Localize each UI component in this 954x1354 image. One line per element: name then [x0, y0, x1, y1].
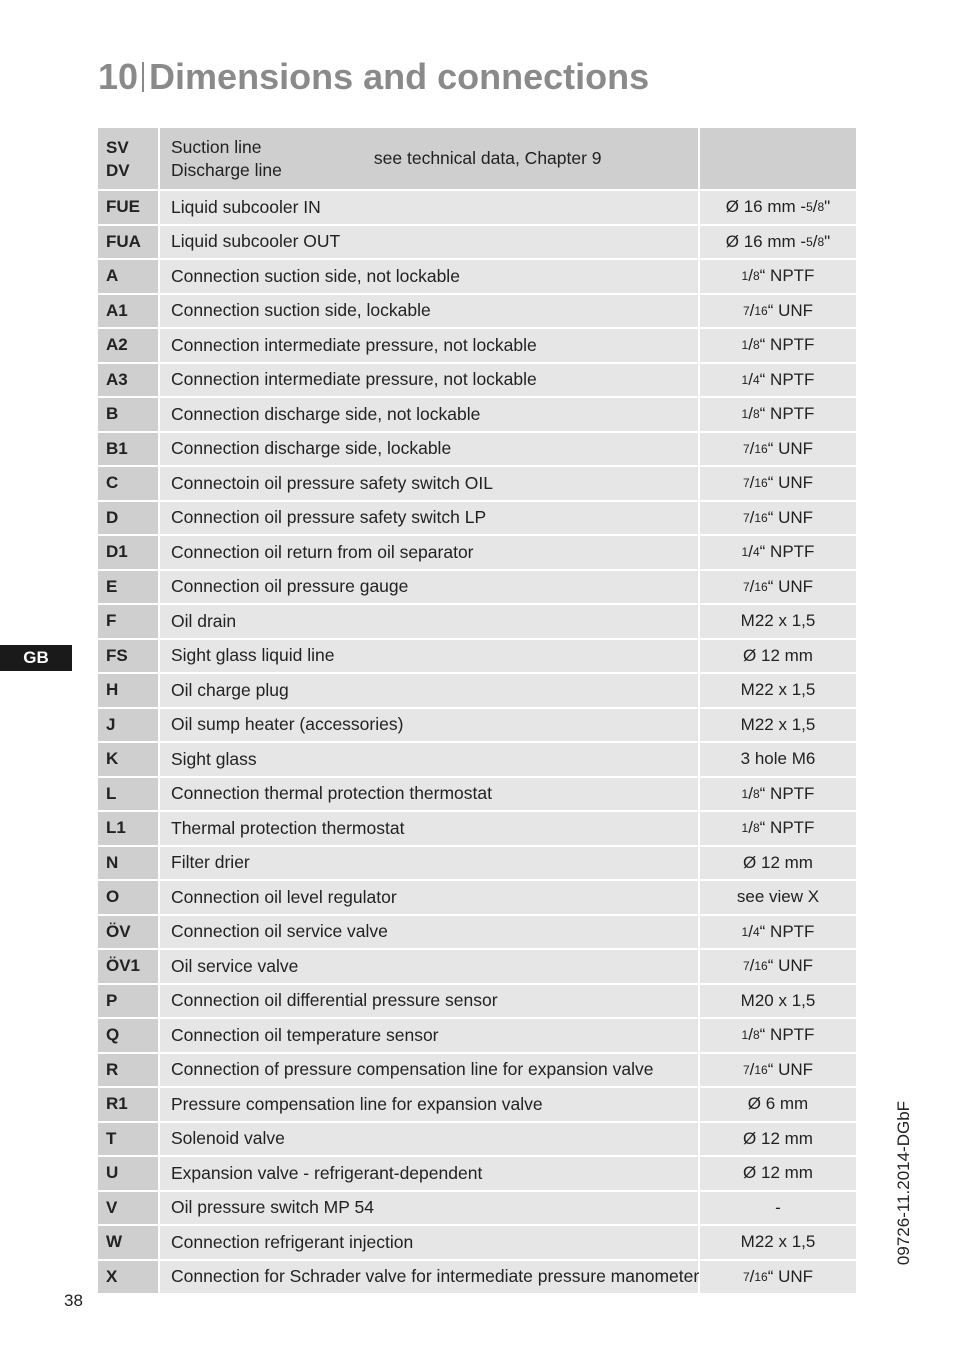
connection-code: J — [98, 709, 160, 742]
connection-description: Pressure compensation line for expansion valve — [160, 1088, 700, 1121]
connection-size: 1 / 8 “ NPTF — [700, 1019, 856, 1052]
connection-description: Connection discharge side, lockable — [160, 433, 700, 466]
size-text: Ø 12 mm — [743, 1128, 813, 1148]
connection-code: FUA — [98, 226, 160, 259]
connection-size — [700, 674, 856, 707]
connection-description: Liquid subcooler OUT — [160, 226, 700, 259]
connection-description: Connection suction side, lockable — [160, 295, 700, 328]
size-prefix: Ø 16 mm - — [725, 231, 807, 251]
connection-size — [700, 1157, 856, 1190]
connection-size: 1 / 4 “ NPTF — [700, 364, 856, 397]
table-row — [98, 1192, 856, 1227]
connection-description: Sight glass — [160, 743, 700, 776]
page-title — [98, 56, 649, 98]
fraction-slash: / — [748, 1025, 753, 1045]
table-row — [98, 191, 856, 226]
connection-code: FS — [98, 640, 160, 673]
connection-description: Connection of pressure compensation line for expansion valve — [160, 1054, 700, 1087]
size-unit: “ UNF — [767, 576, 814, 596]
connection-description: Connection oil return from oil separator — [160, 536, 700, 569]
fraction-slash: / — [748, 921, 753, 941]
table-row — [98, 1054, 856, 1089]
connection-size — [700, 1088, 856, 1121]
fraction-slash: / — [812, 231, 818, 251]
connection-size — [700, 1192, 856, 1225]
connection-size: Ø 16 mm - 5 / 8 " — [700, 191, 856, 224]
connection-size: 1 / 8 “ NPTF — [700, 778, 856, 811]
fraction-slash: / — [748, 818, 753, 838]
connection-description: Connection discharge side, not lockable — [160, 398, 700, 431]
size-unit: “ UNF — [767, 956, 814, 976]
connection-size: 1 / 8 “ NPTF — [700, 398, 856, 431]
connection-size: 1 / 4 “ NPTF — [700, 916, 856, 949]
connection-code: E — [98, 571, 160, 604]
header-codes — [98, 128, 160, 189]
connection-size: 7 / 16 “ UNF — [700, 502, 856, 535]
connection-description: Connection oil service valve — [160, 916, 700, 949]
table-row — [98, 571, 856, 606]
size-text: Ø 12 mm — [743, 645, 813, 665]
table-row — [98, 743, 856, 778]
title-separator — [142, 62, 144, 92]
connection-size: 1 / 8 “ NPTF — [700, 812, 856, 845]
connection-code: X — [98, 1261, 160, 1294]
connection-code: V — [98, 1192, 160, 1225]
size-text: M20 x 1,5 — [740, 990, 816, 1010]
connection-size — [700, 709, 856, 742]
table-row — [98, 778, 856, 813]
fraction-slash: / — [749, 956, 755, 976]
size-text: Ø 12 mm — [743, 1163, 813, 1183]
size-unit: “ UNF — [767, 1266, 814, 1286]
size-text: M22 x 1,5 — [740, 1232, 816, 1252]
connection-size — [700, 881, 856, 914]
connection-description: Connection refrigerant injection — [160, 1226, 700, 1259]
size-unit: “ NPTF — [759, 335, 815, 355]
size-prefix: Ø 16 mm - — [725, 197, 807, 217]
connection-code: A3 — [98, 364, 160, 397]
fraction-slash: / — [749, 473, 755, 493]
table-row — [98, 364, 856, 399]
connection-size: 1 / 4 “ NPTF — [700, 536, 856, 569]
connection-code: R1 — [98, 1088, 160, 1121]
size-unit: “ NPTF — [759, 921, 815, 941]
connection-size: 7 / 16 “ UNF — [700, 433, 856, 466]
size-unit: “ NPTF — [759, 818, 815, 838]
fraction-slash: / — [748, 369, 753, 389]
connection-code: T — [98, 1123, 160, 1156]
connection-size — [700, 1226, 856, 1259]
connection-description: Oil charge plug — [160, 674, 700, 707]
table-row — [98, 916, 856, 951]
connection-code: L — [98, 778, 160, 811]
connection-code: H — [98, 674, 160, 707]
size-unit: “ NPTF — [759, 783, 815, 803]
table-row — [98, 1088, 856, 1123]
connection-code: D1 — [98, 536, 160, 569]
connection-description: Connection oil differential pressure sensor — [160, 985, 700, 1018]
size-unit: “ NPTF — [759, 1025, 815, 1045]
connection-code: N — [98, 847, 160, 880]
connection-size: Ø 16 mm - 5 / 8 " — [700, 226, 856, 259]
size-unit: " — [824, 231, 831, 251]
connection-description: Solenoid valve — [160, 1123, 700, 1156]
header-descriptions — [160, 128, 700, 189]
table-row — [98, 329, 856, 364]
connection-code: ÖV — [98, 916, 160, 949]
connection-description: Connection oil level regulator — [160, 881, 700, 914]
code-sv: SV — [106, 137, 129, 157]
table-row — [98, 1226, 856, 1261]
table-row — [98, 640, 856, 675]
size-unit: “ NPTF — [759, 266, 815, 286]
table-row — [98, 260, 856, 295]
connection-description: Oil drain — [160, 605, 700, 638]
connection-description: Connection intermediate pressure, not lockable — [160, 364, 700, 397]
table-row — [98, 226, 856, 261]
connection-size: 1 / 8 “ NPTF — [700, 329, 856, 362]
fraction-slash: / — [749, 300, 755, 320]
connection-description: Connection oil temperature sensor — [160, 1019, 700, 1052]
table-row — [98, 950, 856, 985]
table-row — [98, 709, 856, 744]
connection-code: R — [98, 1054, 160, 1087]
connection-size — [700, 847, 856, 880]
table-row — [98, 295, 856, 330]
connection-code: L1 — [98, 812, 160, 845]
connection-size: 7 / 16 “ UNF — [700, 467, 856, 500]
table-row — [98, 985, 856, 1020]
table-row — [98, 1123, 856, 1158]
header-value — [700, 128, 856, 189]
fraction-slash: / — [749, 576, 755, 596]
connection-description: Connection thermal protection thermostat — [160, 778, 700, 811]
connection-size: 7 / 16 “ UNF — [700, 1054, 856, 1087]
chapter-number: 10 — [98, 56, 139, 97]
desc-suction-line: Suction line — [171, 136, 262, 157]
connection-code: U — [98, 1157, 160, 1190]
table-header-row — [98, 128, 856, 191]
connection-description: Connection oil pressure gauge — [160, 571, 700, 604]
table-row — [98, 674, 856, 709]
fraction-slash: / — [748, 783, 753, 803]
fraction-slash: / — [748, 266, 753, 286]
size-unit: “ UNF — [767, 300, 814, 320]
connection-size: 7 / 16 “ UNF — [700, 295, 856, 328]
connection-code: F — [98, 605, 160, 638]
connection-description: Expansion valve - refrigerant-dependent — [160, 1157, 700, 1190]
document-code: 09726-11.2014-DGbF — [894, 1100, 913, 1266]
table-row — [98, 1261, 856, 1296]
connection-code: P — [98, 985, 160, 1018]
size-unit: “ NPTF — [759, 542, 815, 562]
connection-description: Oil pressure switch MP 54 — [160, 1192, 700, 1225]
connection-size — [700, 743, 856, 776]
connection-description: Connection oil pressure safety switch LP — [160, 502, 700, 535]
size-text: - — [775, 1197, 781, 1217]
table-row — [98, 502, 856, 537]
table-row — [98, 1157, 856, 1192]
connection-code: B1 — [98, 433, 160, 466]
connection-size: 7 / 16 “ UNF — [700, 571, 856, 604]
size-text: M22 x 1,5 — [740, 714, 816, 734]
connection-description: Sight glass liquid line — [160, 640, 700, 673]
size-text: M22 x 1,5 — [740, 611, 816, 631]
fraction-slash: / — [749, 1266, 755, 1286]
table-row — [98, 881, 856, 916]
connection-description: Thermal protection thermostat — [160, 812, 700, 845]
size-unit: “ UNF — [767, 1059, 814, 1079]
fraction-slash: / — [748, 404, 753, 424]
connection-description: Connection for Schrader valve for intermediate pressure manometer — [160, 1261, 700, 1294]
table-row — [98, 1019, 856, 1054]
fraction-slash: / — [749, 507, 755, 527]
connection-description: Liquid subcooler IN — [160, 191, 700, 224]
size-text: Ø 12 mm — [743, 852, 813, 872]
table-row — [98, 536, 856, 571]
connection-code: FUE — [98, 191, 160, 224]
fraction-slash: / — [812, 197, 818, 217]
connection-code: C — [98, 467, 160, 500]
fraction-slash: / — [748, 542, 753, 562]
table-row — [98, 605, 856, 640]
connection-size — [700, 985, 856, 1018]
connection-size — [700, 1123, 856, 1156]
connection-size: 7 / 16 “ UNF — [700, 950, 856, 983]
fraction-slash: / — [749, 438, 755, 458]
connection-size: 1 / 8 “ NPTF — [700, 260, 856, 293]
connection-code: W — [98, 1226, 160, 1259]
connection-description: Connectoin oil pressure safety switch OIL — [160, 467, 700, 500]
size-unit: “ UNF — [767, 438, 814, 458]
connection-description: Connection suction side, not lockable — [160, 260, 700, 293]
connection-size — [700, 640, 856, 673]
size-unit: “ UNF — [767, 473, 814, 493]
connection-code: ÖV1 — [98, 950, 160, 983]
code-dv: DV — [106, 160, 130, 180]
size-unit: “ UNF — [767, 507, 814, 527]
table-row — [98, 467, 856, 502]
connection-description: Oil sump heater (accessories) — [160, 709, 700, 742]
connection-description: Filter drier — [160, 847, 700, 880]
connections-table — [98, 128, 856, 1295]
language-tab: GB — [0, 645, 72, 671]
size-unit: “ NPTF — [759, 404, 815, 424]
size-unit: “ NPTF — [759, 369, 815, 389]
connection-description: Oil service valve — [160, 950, 700, 983]
size-text: Ø 6 mm — [747, 1094, 809, 1114]
chapter-title: Dimensions and connections — [149, 56, 650, 97]
table-row — [98, 812, 856, 847]
desc-discharge-line: Discharge line — [171, 159, 282, 180]
table-row — [98, 847, 856, 882]
header-note: see technical data, Chapter 9 — [373, 148, 602, 168]
size-text: 3 hole M6 — [740, 749, 816, 769]
fraction-slash: / — [748, 335, 753, 355]
connection-code: O — [98, 881, 160, 914]
table-row — [98, 398, 856, 433]
connection-size — [700, 605, 856, 638]
connection-size: 7 / 16 “ UNF — [700, 1261, 856, 1294]
size-text: M22 x 1,5 — [740, 680, 816, 700]
connection-code: A2 — [98, 329, 160, 362]
connection-code: A1 — [98, 295, 160, 328]
size-text: see view X — [736, 887, 820, 907]
fraction-slash: / — [749, 1059, 755, 1079]
connection-code: Q — [98, 1019, 160, 1052]
connection-description: Connection intermediate pressure, not lockable — [160, 329, 700, 362]
connection-code: D — [98, 502, 160, 535]
connection-code: B — [98, 398, 160, 431]
size-unit: " — [824, 197, 831, 217]
page-number: 38 — [64, 1291, 83, 1310]
table-row — [98, 433, 856, 468]
connection-code: A — [98, 260, 160, 293]
connection-code: K — [98, 743, 160, 776]
